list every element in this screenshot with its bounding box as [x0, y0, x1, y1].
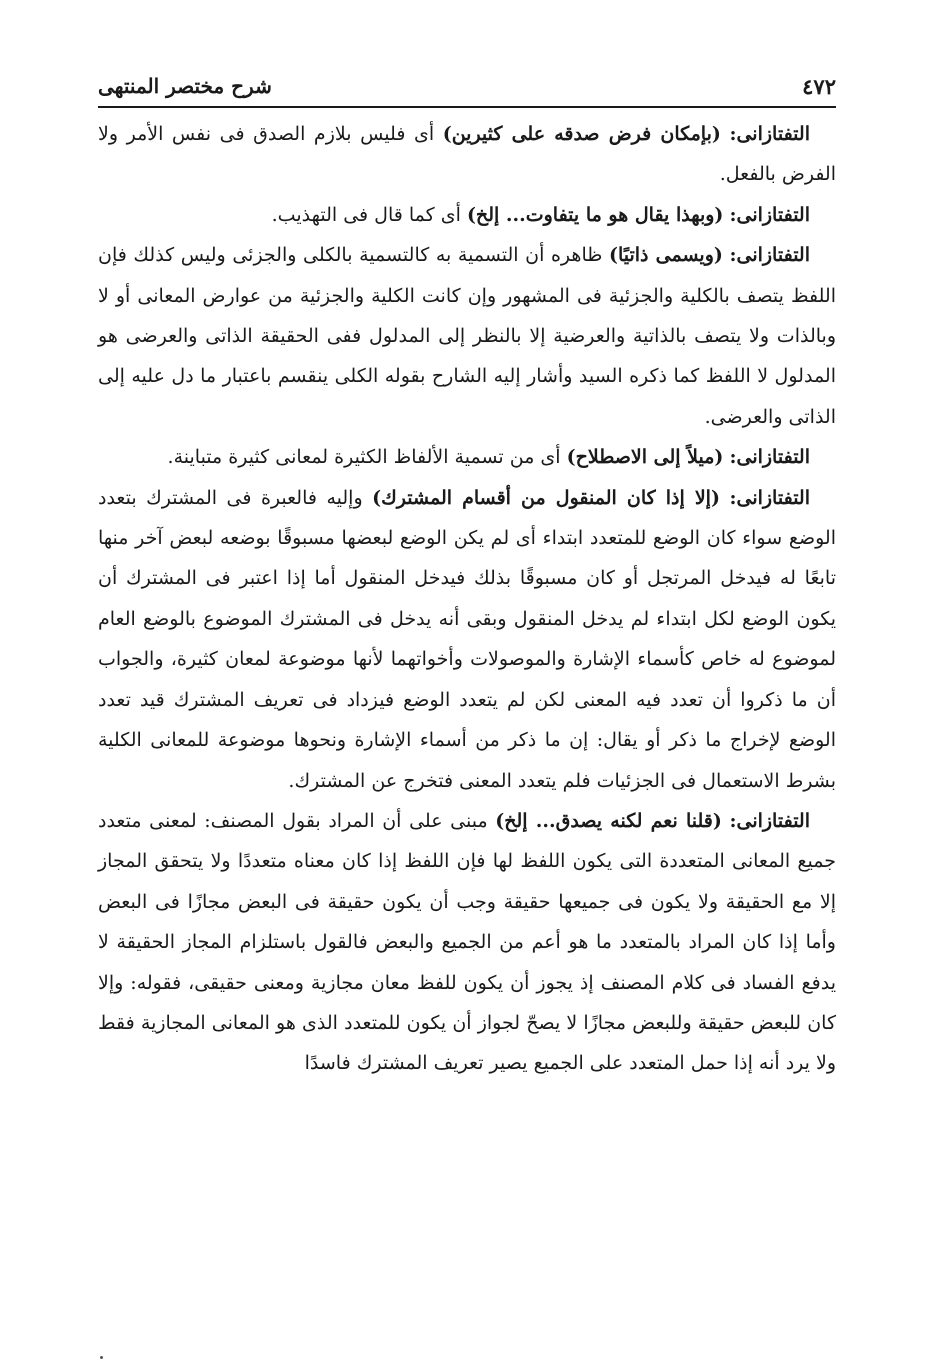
- paragraph-text: وإليه فالعبرة فى المشترك بتعدد الوضع سواء كان الوضع للمتعدد ابتداء أى لم يكن الوضع لبعضها مسبوقًا بوضعه لبعض آخر منها تابعًا له فيدخل المرتجل أو كان مسبوقًا بذلك فيدخل المنقول أما إذا اعتبر فى المشترك أن يكون الوضع لكل ابتداء لم يدخل المنقول وبقى أنه يدخل فى المشترك الموضوع بالوضع العام لموضوع له خاص كأسماء الإشارة والموصولات وأخواتهما لأنها موضوعة لمعان كثيرة، والجواب أن ما ذكروا أن تعدد فيه المعنى لكن لم يتعدد الوضع فيزداد فى تعريف المشترك قيد تعدد الوضع لإخراج ما ذكر أو يقال: إن ما ذكر من أسماء الإشارة ونحوها موضوعة للمعانى الكلية بشرط الاستعمال فى الجزئيات فلم يتعدد المعنى فتخرج عن المشترك.: [98, 486, 836, 792]
- commentator-name: التفتازانى:: [729, 123, 810, 145]
- quoted-phrase: (بإمكان فرض صدقه على كثيرين): [442, 123, 721, 145]
- quoted-phrase: (وبهذا يقال هو ما يتفاوت... إلخ): [466, 203, 724, 226]
- quoted-phrase: (إلا إذا كان المنقول من أقسام المشترك): [372, 486, 720, 509]
- paragraph: [98, 437, 836, 477]
- quoted-phrase: (ويسمى ذاتيًا): [608, 244, 723, 267]
- paragraph-text: أى كما قال فى التهذيب.: [271, 203, 461, 226]
- commentator-name: التفتازانى:: [729, 244, 810, 267]
- header-rule: [98, 106, 836, 108]
- paragraph: [98, 235, 836, 437]
- page-body: [98, 114, 836, 1084]
- paragraph: [98, 114, 836, 195]
- quoted-phrase: (قلنا نعم لكنه يصدق... إلخ): [495, 809, 722, 832]
- quoted-phrase: (ميلاً إلى الاصطلاح): [566, 446, 724, 469]
- paragraph: [98, 478, 836, 801]
- running-title: شرح مختصر المنتهى: [98, 74, 272, 98]
- commentator-name: التفتازانى:: [729, 446, 810, 469]
- scan-speck: [100, 1356, 103, 1359]
- paragraph-text: مبنى على أن المراد بقول المصنف: لمعنى متعدد جميع المعانى المتعددة التى يكون اللفظ لها فإن اللفظ إذا كان معناه متعددًا ولا يتحقق المجاز إلا مع الحقيقة ولا يكون فى جميعها حقيقة وجب أن يكون حقيقة فى البعض مجازًا فى البعض وأما إذا كان المراد بالمتعدد ما هو أعم من الجميع والبعض فالقول باستلزام المجاز الحقيقة لا يدفع الفساد فى كلام المصنف إذ يجوز أن يكون للفظ معان مجازية ومعنى حقيقى، فقوله: وإلا كان للبعض حقيقة وللبعض مجازًا لا يصحّ لجواز أن يكون للمتعدد الذى هو المعانى المجازية فقط ولا يرد أنه إذا حمل المتعدد على الجميع يصير تعريف المشترك فاسدًا: [98, 809, 836, 1075]
- page-number: ٤٧٢: [802, 74, 836, 99]
- paragraph-text: أى من تسمية الألفاظ الكثيرة لمعانى كثيرة متباينة.: [167, 446, 561, 469]
- page-header: [98, 70, 836, 106]
- commentator-name: التفتازانى:: [729, 486, 810, 509]
- commentator-name: التفتازانى:: [729, 809, 810, 832]
- paragraph-text: ظاهره أن التسمية به كالتسمية بالكلى والجزئى وليس كذلك فإن اللفظ يتصف بالكلية والجزئية فى المشهور وإن كانت الكلية والجزئية من عوارض المعانى أو لا وبالذات ولا يتصف بالذاتية والعرضية إلا بالنظر إلى المدلول ففى الحقيقة الذاتى والعرضى هو المدلول لا اللفظ كما ذكره السيد وأشار إليه الشارح بقوله الكلى ينقسم باعتبار ما دل عليه إلى الذاتى والعرضى.: [98, 244, 836, 428]
- paragraph: [98, 195, 836, 235]
- paragraph: [98, 801, 836, 1084]
- paragraph-text: أى فليس بلازم الصدق فى نفس الأمر ولا الفرض بالفعل.: [98, 123, 836, 186]
- commentator-name: التفتازانى:: [729, 203, 810, 226]
